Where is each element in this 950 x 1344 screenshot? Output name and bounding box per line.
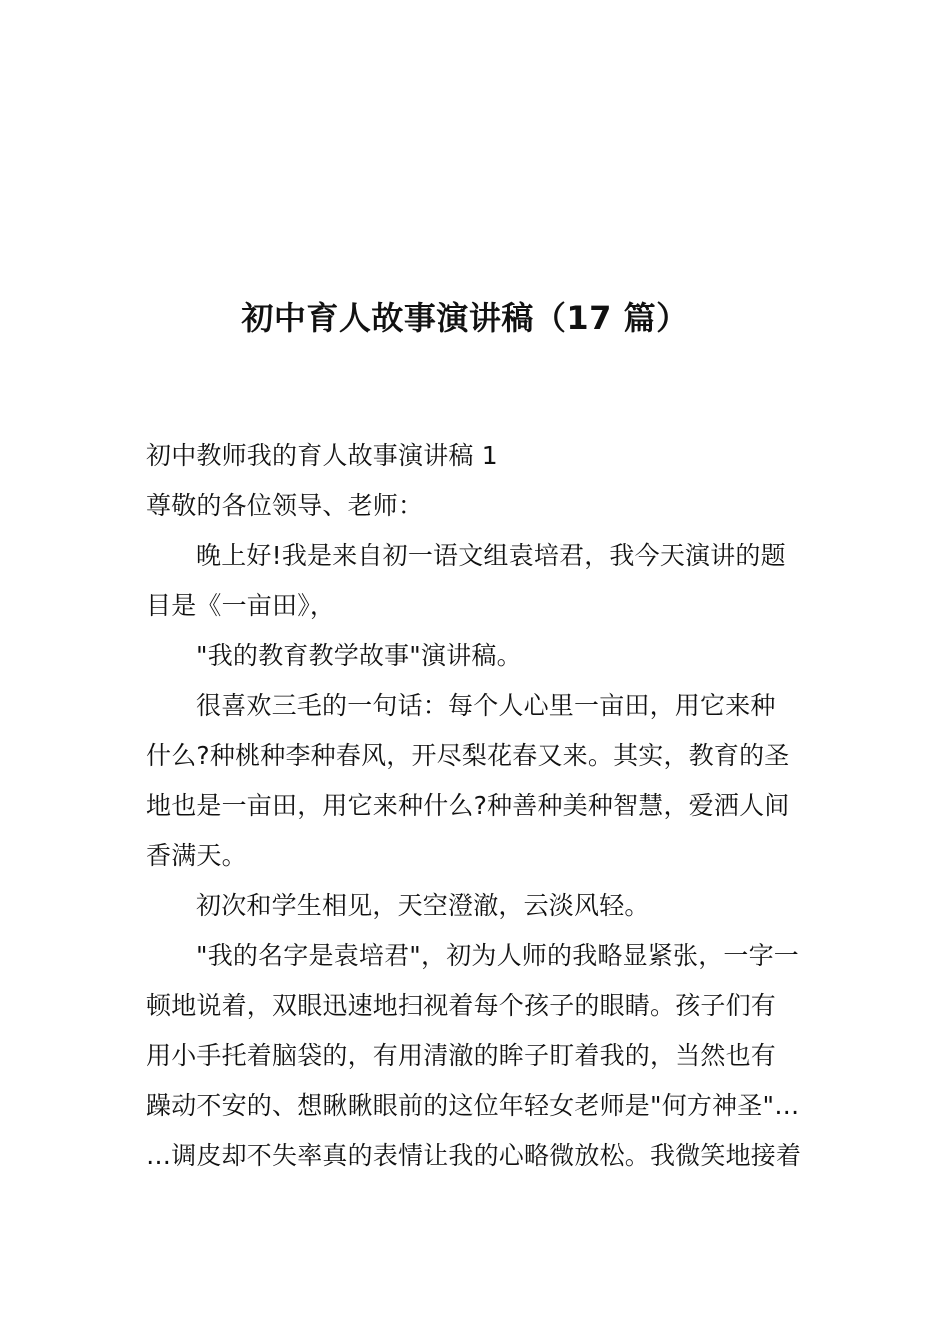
paragraph-line: 目是《一亩田》， <box>146 591 336 620</box>
document-title: 初中育人故事演讲稿（17 篇） <box>241 299 689 337</box>
paragraph-line: 尊敬的各位领导、老师： <box>146 491 424 520</box>
paragraph-line: 香满天。 <box>146 841 247 870</box>
paragraph-line: "我的教育教学故事"演讲稿。 <box>196 641 522 670</box>
paragraph-line: 用小手托着脑袋的，有用清澈的眸子盯着我的，当然也有 <box>146 1041 777 1070</box>
paragraph-line: 晚上好!我是来自初一语文组袁培君，我今天演讲的题 <box>196 541 786 570</box>
paragraph-line: "我的名字是袁培君"，初为人师的我略显紧张，一字一 <box>196 941 800 970</box>
paragraph-line: 什么?种桃种李种春风，开尽梨花春又来。其实，教育的圣 <box>146 741 790 770</box>
document-body <box>146 431 810 1181</box>
paragraph-line: 躁动不安的、想瞅瞅眼前的这位年轻女老师是"何方神圣"… <box>146 1091 800 1120</box>
paragraph-line: …调皮却不失率真的表情让我的心略微放松。我微笑地接着 <box>146 1141 802 1170</box>
paragraph-line: 地也是一亩田，用它来种什么?种善种美种智慧，爱洒人间 <box>146 791 790 820</box>
paragraph-line: 顿地说着，双眼迅速地扫视着每个孩子的眼睛。孩子们有 <box>146 991 777 1020</box>
paragraph-line: 初中教师我的育人故事演讲稿 1 <box>146 441 498 470</box>
paragraph-line: 很喜欢三毛的一句话：每个人心里一亩田，用它来种 <box>196 691 776 720</box>
paragraph-line: 初次和学生相见，天空澄澈，云淡风轻。 <box>196 891 650 920</box>
